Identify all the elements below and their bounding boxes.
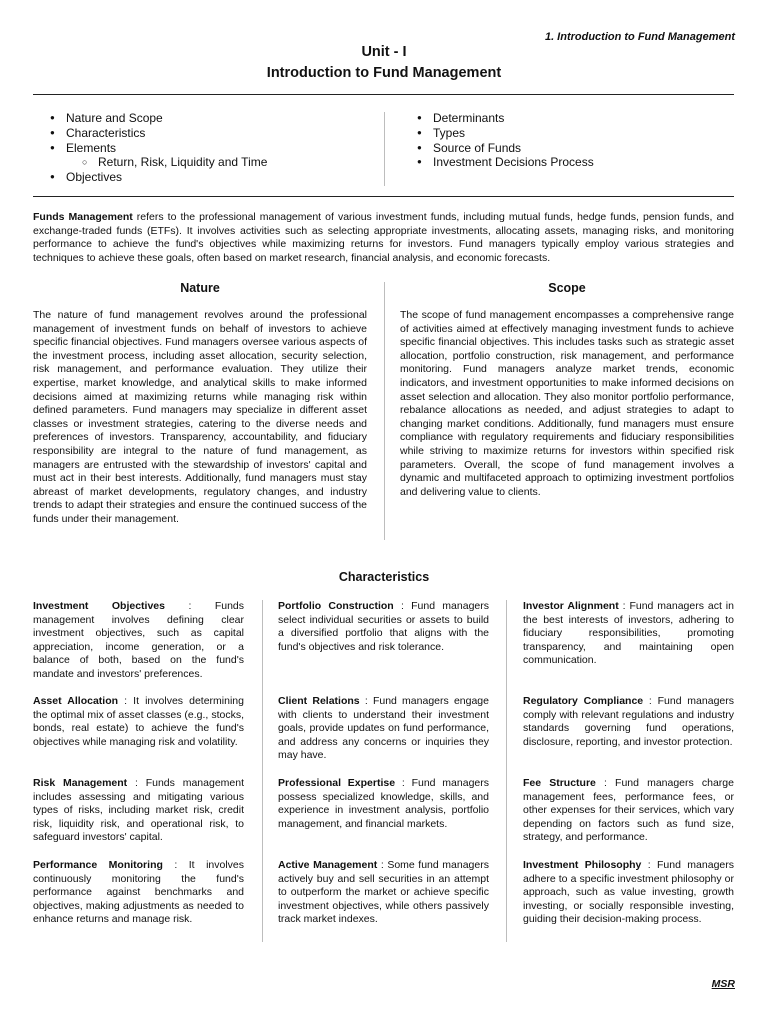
characteristic-text: Fund managers charge management fees, performance fees, or other expenses for their services, which vary depending on factors such as fund size, strategy, and performance. bbox=[523, 777, 734, 844]
term-separator: : bbox=[165, 600, 215, 612]
contents-item: ● Investment Decisions Process bbox=[400, 155, 730, 170]
contents-list-left bbox=[33, 111, 373, 185]
contents-item: ● Objectives bbox=[33, 170, 373, 185]
characteristic-item bbox=[523, 859, 734, 927]
scope-paragraph: The scope of fund management encompasses a comprehensive range of activities aimed at effectively managing investment funds to achieve specific financial objectives. This includes tasks such as strategic asset allocation, portfolio construction, risk management, and performance monitoring. Fund managers analyze market trends, economic indicators, and investment opportunities to make informed decisions on asset selection and allocation. They also monitor portfolio performance, rebalance allocations as needed, and adjust strategies to adapt to changing market conditions. Additionally, fund managers must ensure compliance with regulatory requirements and fiduciary responsibilities while striving to maximize returns for investors within specified risk parameters. Overall, the scope of fund management involves a dynamic and multifaceted approach to optimizing investment portfolios and delivering value to clients. bbox=[400, 309, 734, 498]
characteristic-term: Asset Allocation bbox=[33, 695, 119, 707]
contents-bottom-rule bbox=[33, 196, 734, 197]
term-separator: : bbox=[643, 695, 658, 707]
running-head: 1. Introduction to Fund Management bbox=[544, 31, 735, 43]
contents-list-right bbox=[400, 111, 730, 170]
characteristic-text: Funds management involves defining clear investment objectives, such as capital appreciation, income generation, or a balance of both, based on the fund's mandate and investors' preferences. bbox=[33, 600, 244, 680]
term-separator: : bbox=[377, 859, 388, 871]
contents-subitem: ○ Return, Risk, Liquidity and Time bbox=[33, 155, 373, 170]
contents-divider bbox=[384, 112, 385, 186]
characteristic-term: Investment Objectives bbox=[33, 600, 165, 612]
characteristic-text: Fund managers adhere to a specific investment philosophy or approach, such as value investing, growth investing, or socially responsible investing, guiding their decision-making process. bbox=[523, 859, 734, 926]
characteristic-text: Funds management includes assessing and mitigating various types of risks, including market risk, credit risk, liquidity risk, and operational risk, to safeguard investors' capital. bbox=[33, 777, 244, 844]
characteristic-term: Regulatory Compliance bbox=[523, 695, 644, 707]
nature-scope-divider bbox=[384, 282, 385, 540]
characteristic-term: Professional Expertise bbox=[278, 777, 396, 789]
characteristic-text: It involves continuously monitoring the fund's performance against benchmarks and objectives, making adjustments as needed to enhance returns and manage risk. bbox=[33, 859, 244, 926]
characteristic-item bbox=[33, 859, 244, 927]
term-separator: : bbox=[162, 859, 189, 871]
characteristic-item bbox=[33, 600, 244, 682]
characteristic-item bbox=[33, 777, 244, 845]
unit-label: Unit - I bbox=[361, 44, 407, 60]
characteristic-term: Performance Monitoring bbox=[33, 859, 163, 871]
contents-item: ● Determinants bbox=[400, 111, 730, 126]
characteristic-term: Risk Management bbox=[33, 777, 128, 789]
contents-item: ● Characteristics bbox=[33, 126, 373, 141]
intro-paragraph bbox=[33, 211, 734, 265]
characteristics-divider-2 bbox=[506, 600, 507, 942]
characteristic-term: Portfolio Construction bbox=[278, 600, 394, 612]
contents-item: ● Nature and Scope bbox=[33, 111, 373, 126]
characteristics-divider-1 bbox=[262, 600, 263, 942]
characteristic-item bbox=[278, 695, 489, 763]
characteristic-term: Client Relations bbox=[278, 695, 360, 707]
characteristic-item bbox=[278, 600, 489, 654]
characteristic-item bbox=[523, 600, 734, 668]
nature-paragraph: The nature of fund management revolves around the professional management of investment funds on behalf of investors to achieve specific financial objectives. Fund managers oversee various aspects of the investment process, including asset allocation, security selection, risk management, and performance evaluation. They utilize their expertise, market knowledge, and analytical skills to make informed decisions aimed at maximizing returns while managing risk within defined parameters. Fund managers may specialize in different asset classes or investment strategies, catering to the diverse needs and preferences of investors. Transparency, accountability, and fiduciary responsibility are integral to the nature of fund management, as managers are entrusted with the stewardship of investors' capital and must act in their best interests. Additionally, fund managers must stay abreast of market developments, regulatory changes, and industry trends to adapt their strategies and ensure the continued success of the funds under their management. bbox=[33, 309, 367, 525]
characteristic-term: Investment Philosophy bbox=[523, 859, 642, 871]
characteristic-item bbox=[278, 777, 489, 831]
characteristic-text: It involves determining the optimal mix of asset classes (e.g., stocks, bonds, real estate) to achieve the fund's objectives while managing risk and volatility. bbox=[33, 695, 244, 748]
term-separator: : bbox=[118, 695, 134, 707]
characteristic-term: Fee Structure bbox=[523, 777, 596, 789]
term-separator: : bbox=[618, 600, 630, 612]
term-separator: : bbox=[393, 600, 412, 612]
characteristic-text: Fund managers comply with relevant regulations and industry standards governing fund operations, disclosure, reporting, and investor protection. bbox=[523, 695, 735, 748]
top-rule bbox=[33, 94, 734, 95]
characteristic-text: Some fund managers actively buy and sell securities in an attempt to outperform the market or achieve specific investment objectives, while others passively track market indexes. bbox=[278, 859, 489, 926]
nature-heading: Nature bbox=[180, 281, 220, 295]
term-separator: : bbox=[595, 777, 616, 789]
page-title: Introduction to Fund Management bbox=[266, 65, 502, 81]
intro-term: Funds Management bbox=[33, 211, 133, 223]
characteristic-term: Active Management bbox=[278, 859, 378, 871]
term-separator: : bbox=[359, 695, 373, 707]
term-separator: : bbox=[641, 859, 658, 871]
contents-item: ● Types bbox=[400, 126, 730, 141]
contents-item: ● Elements bbox=[33, 141, 373, 156]
contents-item: ● Source of Funds bbox=[400, 141, 730, 156]
characteristic-item bbox=[33, 695, 244, 749]
characteristic-item bbox=[523, 695, 734, 749]
term-separator: : bbox=[127, 777, 146, 789]
characteristic-text: Fund managers possess specialized knowledge, skills, and experience in investment analysis, portfolio management, and financial markets. bbox=[278, 777, 490, 830]
characteristic-text: Fund managers select individual securities or assets to build a diversified portfolio that aligns with the fund's objectives and risk tolerance. bbox=[278, 600, 490, 653]
characteristic-text: Fund managers engage with clients to understand their investment goals, provide updates on fund performance, and address any concerns or inquiries they may have. bbox=[278, 695, 489, 762]
characteristic-term: Investor Alignment bbox=[523, 600, 619, 612]
characteristics-heading: Characteristics bbox=[338, 570, 430, 584]
term-separator: : bbox=[395, 777, 412, 789]
author-initials: MSR bbox=[711, 978, 735, 990]
characteristic-text: Fund managers act in the best interests of investors, adhering to fiduciary responsibilities, promoting transparency, and maintaining open communication. bbox=[523, 600, 734, 667]
characteristic-item bbox=[278, 859, 489, 927]
intro-text: refers to the professional management of various investment funds, including mutual funds, hedge funds, pension funds, and exchange-traded funds (ETFs). It involves activities such as selecting appropriate investments, allocating assets, managing risks, and monitoring performance to achieve the fund's objectives while maximizing returns for investors. Fund managers typically employ various strategies and techniques to achieve these goals, often based on market research, financial analysis, and economic forecasts. bbox=[33, 211, 734, 264]
scope-heading: Scope bbox=[548, 281, 586, 295]
characteristic-item bbox=[523, 777, 734, 845]
